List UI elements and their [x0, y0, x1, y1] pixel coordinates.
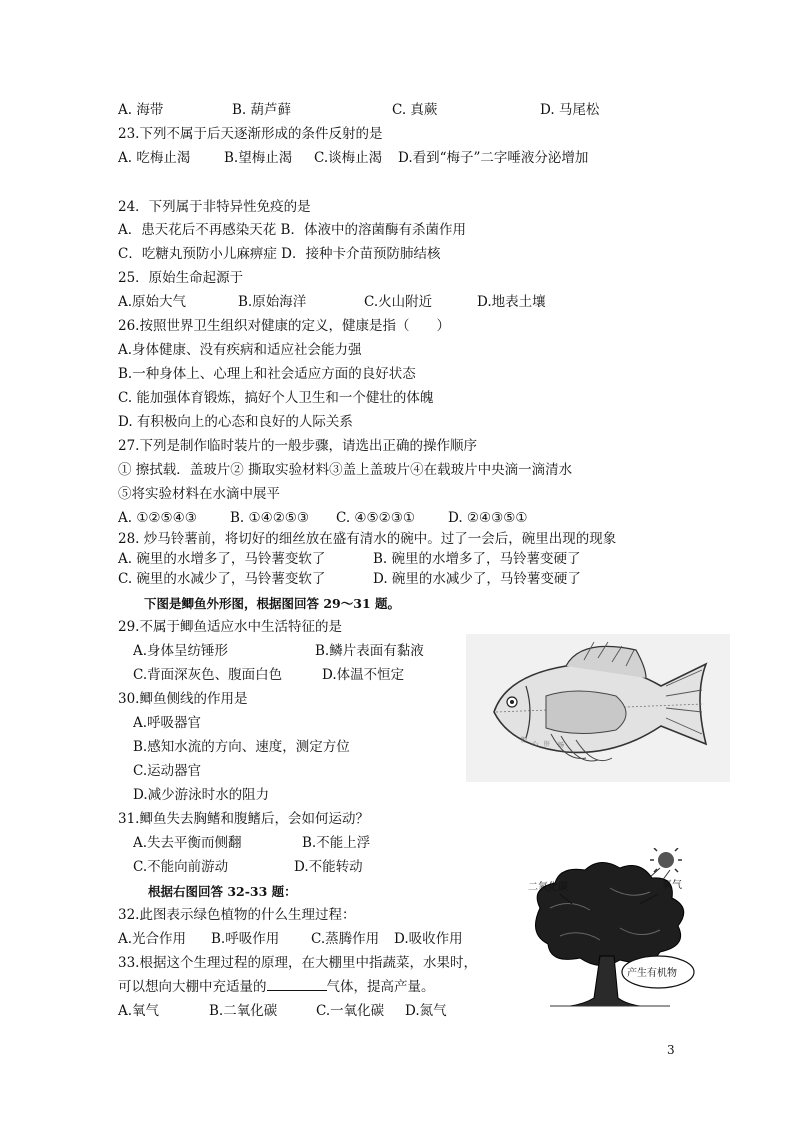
q33-stem-line2 [118, 978, 435, 996]
q31-option-a: A.失去平衡而侧翻 [133, 835, 242, 851]
q29-option-b: B.鳞片表面有黏液 [315, 643, 424, 659]
co2-label: 二氧化碳 [528, 882, 568, 893]
q26-option-b: B.一种身体上、心理上和社会适应方面的良好状态 [118, 366, 416, 382]
q28-option-a: A. 碗里的水增多了，马铃薯变软了 [118, 551, 326, 567]
q23-stem: 23.下列不属于后天逐渐形成的条件反射的是 [118, 126, 383, 142]
q27-option-b: B. ①④②⑤③ [230, 510, 310, 526]
q25-stem: 25．原始生命起源于 [118, 270, 244, 286]
q29-option-d: D.体温不恒定 [322, 667, 405, 683]
q22-option-b: B. 葫芦藓 [232, 102, 292, 118]
q29-option-c: C.背面深灰色、腹面白色 [133, 667, 283, 683]
q23-option-d: D.看到“梅子”二字唾液分泌增加 [398, 150, 589, 166]
fish-section-intro: 下图是鲫鱼外形图，根据图回答 29～31 题。 [144, 596, 400, 611]
q33-option-c: C.一氧化碳 [316, 1003, 385, 1019]
q33-answer-blank [267, 978, 327, 991]
q25-option-a: A.原始大气 [118, 294, 187, 310]
tree-section-intro: 根据右图回答 32-33 题： [148, 884, 297, 899]
q31-option-c: C.不能向前游动 [133, 859, 229, 875]
q23-option-a: A. 吃梅止渴 [118, 150, 191, 166]
q32-option-c: C.蒸腾作用 [311, 931, 380, 947]
q25-option-d: D.地表土壤 [477, 294, 546, 310]
q26-option-c: C. 能加强体育锻炼，搞好个人卫生和一个健壮的体魄 [118, 390, 434, 406]
q29-stem: 29.不属于鲫鱼适应水中生活特征的是 [118, 619, 342, 635]
crucian-carp-figure [466, 634, 730, 782]
q25-option-b: B.原始海洋 [238, 294, 307, 310]
organic-matter-label: 产生有机物 [627, 968, 677, 979]
q31-stem: 31.鲫鱼失去胸鳍和腹鳍后，会如何运动？ [118, 811, 369, 827]
tree-canopy [536, 862, 684, 965]
q24-stem: 24．下列属于非特异性免疫的是 [118, 199, 311, 215]
q27-option-c: C. ④⑤②③① [336, 510, 415, 526]
q25-option-c: C.火山附近 [364, 294, 433, 310]
q30-option-d: D.减少游泳时水的阻力 [133, 787, 270, 803]
q33-option-d: D.氮气 [405, 1003, 447, 1019]
q30-option-a: A.呼吸器官 [133, 715, 202, 731]
svg-text:肝: 肝 [544, 741, 551, 748]
svg-text:心: 心 [532, 741, 539, 748]
q27-option-d: D. ②④③⑤① [448, 510, 528, 526]
q30-option-b: B.感知水流的方向、速度，测定方位 [133, 739, 350, 755]
q26-stem: 26.按照世界卫生组织对健康的定义，健康是指（ ） [118, 318, 450, 334]
photosynthesis-tree-figure [520, 848, 720, 1008]
q32-option-d: D.吸收作用 [394, 931, 463, 947]
q33-stem-line1: 33.根据这个生理过程的原理，在大棚里中指蔬菜，水果时， [118, 955, 477, 971]
page-number: 3 [667, 1043, 675, 1057]
q23-option-c: C.谈梅止渴 [314, 150, 383, 166]
q26-option-a: A.身体健康、没有疾病和适应社会能力强 [118, 342, 362, 358]
q27-option-a: A. ①②⑤④③ [118, 510, 197, 526]
q32-option-b: B.呼吸作用 [211, 931, 280, 947]
q22-option-c: C. 真蕨 [392, 102, 438, 118]
q27-steps-line1: ① 擦拭载．盖玻片② 撕取实验材料③盖上盖玻片④在载玻片中央滴一滴清水 [118, 462, 573, 478]
q28-option-b: B. 碗里的水增多了，马铃薯变硬了 [373, 551, 581, 567]
q23-option-b: B.望梅止渴 [224, 150, 293, 166]
q32-option-a: A.光合作用 [118, 931, 187, 947]
q27-stem: 27.下列是制作临时装片的一般步骤，请选出正确的操作顺序 [118, 438, 477, 454]
q33-option-b: B.二氧化碳 [209, 1003, 278, 1019]
q28-option-d: D. 碗里的水减少了，马铃薯变硬了 [373, 571, 581, 587]
q28-stem: 28. 炒马铃薯前，将切好的细丝放在盛有清水的碗中。过了一会后，碗里出现的现象 [118, 531, 617, 547]
q26-option-d: D. 有积极向上的心态和良好的人际关系 [118, 414, 353, 430]
svg-text:肠: 肠 [558, 742, 565, 749]
q28-option-c: C. 碗里的水减少了，马铃薯变软了 [118, 571, 326, 587]
q33-option-a: A.氧气 [118, 1003, 160, 1019]
q30-stem: 30.鲫鱼侧线的作用是 [118, 691, 248, 707]
q31-option-b: B.不能上浮 [302, 835, 371, 851]
q30-option-c: C.运动器官 [133, 763, 202, 779]
q31-option-d: D.不能转动 [294, 859, 363, 875]
q24-line1: A．患天花后不再感染天花 B．体液中的溶菌酶有杀菌作用 [118, 222, 466, 238]
q29-option-a: A.身体呈纺锤形 [133, 643, 229, 659]
q22-option-d: D. 马尾松 [540, 102, 600, 118]
svg-text:腮: 腮 [521, 737, 528, 744]
q33-text-before-blank: 可以想向大棚中充适量的 [118, 979, 267, 995]
o2-label: 氧气 [662, 880, 682, 891]
q33-text-after-blank: 气体，提高产量。 [326, 979, 435, 995]
q24-line2: C．吃糖丸预防小儿麻痹症 D．接种卡介苗预防肺结核 [118, 246, 441, 262]
q32-stem: 32.此图表示绿色植物的什么生理过程： [118, 907, 356, 923]
q22-option-a: A. 海带 [118, 102, 164, 118]
q27-steps-line2: ⑤将实验材料在水滴中展平 [118, 486, 280, 502]
